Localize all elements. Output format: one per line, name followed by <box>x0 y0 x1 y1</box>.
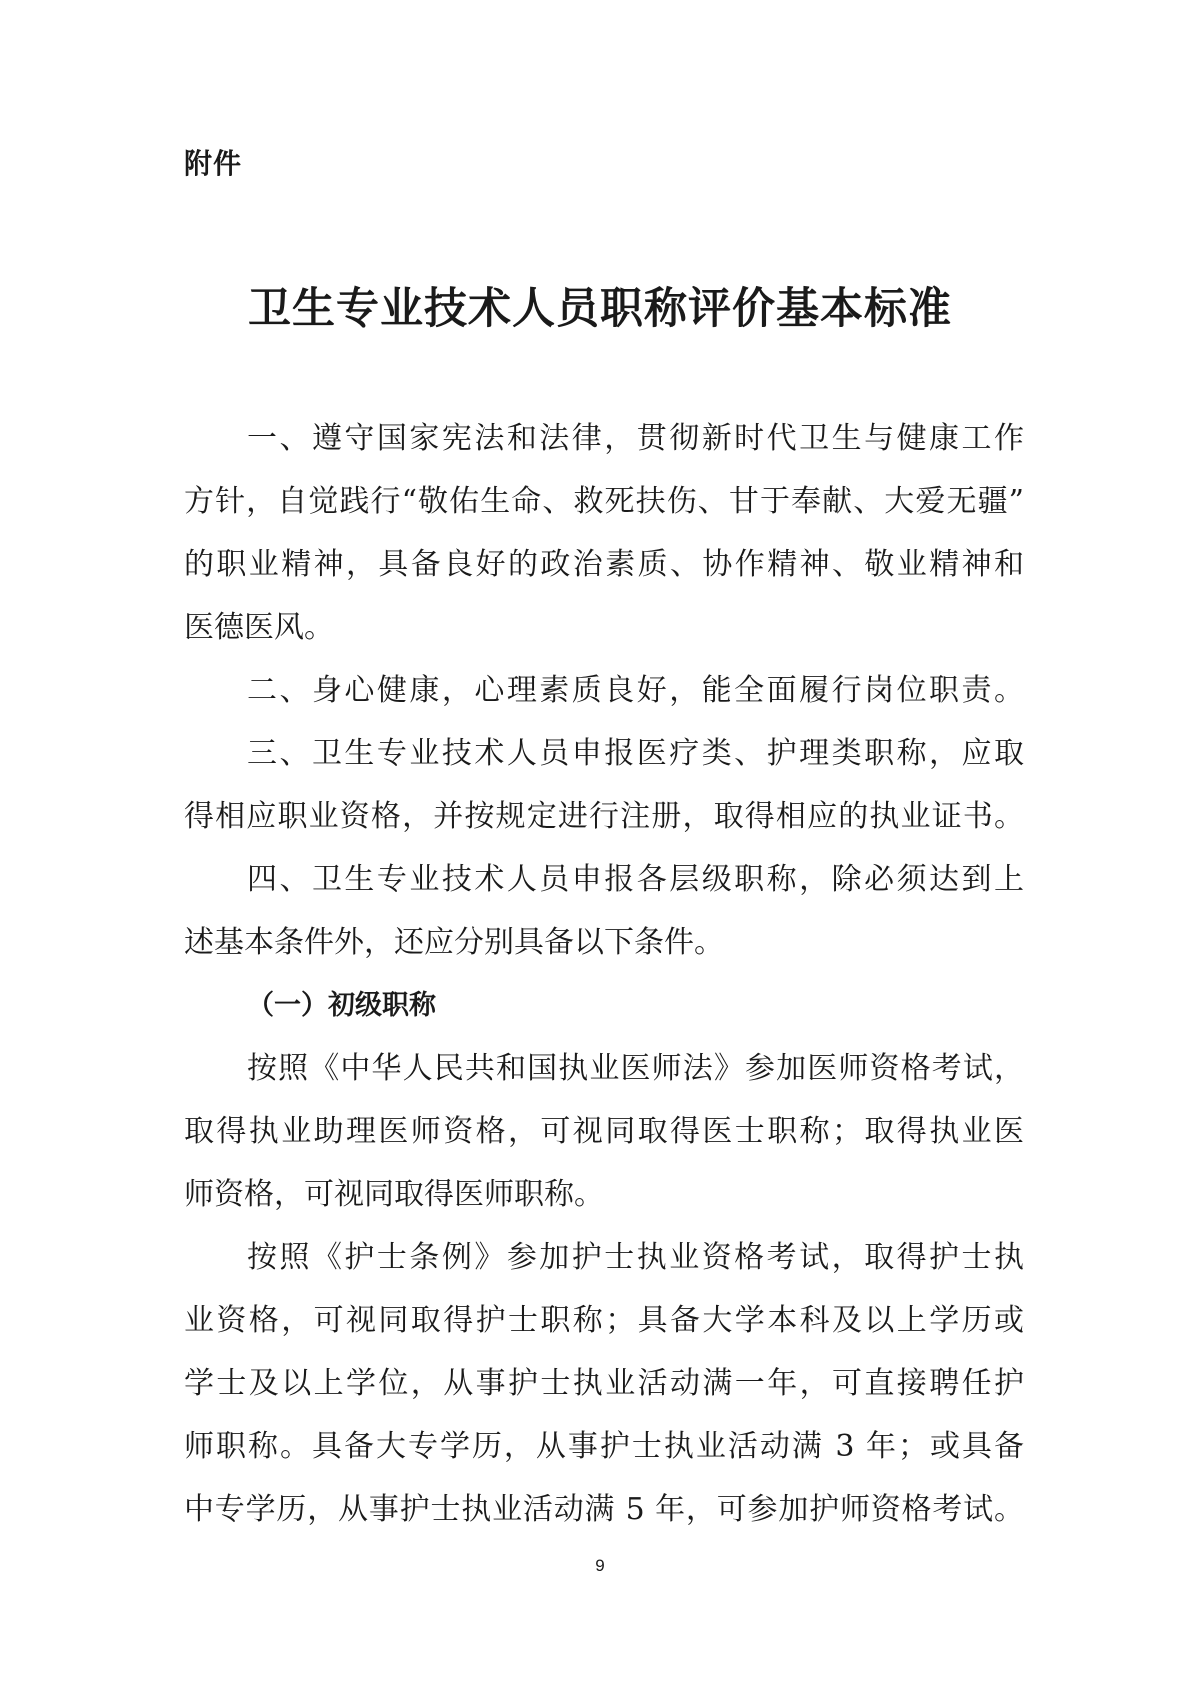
paragraph-line: 业资格，可视同取得护士职称；具备大学本科及以上学历或 <box>184 1303 1024 1338</box>
paragraph-line: 述基本条件外，还应分别具备以下条件。 <box>184 925 724 960</box>
paragraph-line: 得相应职业资格，并按规定进行注册，取得相应的执业证书。 <box>184 799 1024 834</box>
document-body <box>184 407 1024 1541</box>
paragraph-line: 中专学历，从事护士执业活动满 5 年，可参加护师资格考试。 <box>184 1492 1024 1527</box>
attachment-label: 附件 <box>184 147 243 180</box>
section-heading: （一）初级职称 <box>247 990 436 1021</box>
paragraph-line: 师职称。具备大专学历，从事护士执业活动满 3 年；或具备 <box>184 1429 1024 1464</box>
paragraph-line: 三、卫生专业技术人员申报医疗类、护理类职称，应取 <box>247 736 1024 771</box>
paragraph-line: 医德医风。 <box>184 610 334 645</box>
paragraph-line: 二、身心健康，心理素质良好，能全面履行岗位职责。 <box>247 673 1024 708</box>
paragraph-line: 取得执业助理医师资格，可视同取得医士职称；取得执业医 <box>184 1114 1024 1149</box>
paragraph-line: 四、卫生专业技术人员申报各层级职称，除必须达到上 <box>247 862 1024 897</box>
paragraph-line: 学士及以上学位，从事护士执业活动满一年，可直接聘任护 <box>184 1366 1024 1401</box>
paragraph-line: 按照《护士条例》参加护士执业资格考试，取得护士执 <box>247 1240 1024 1275</box>
paragraph-line: 师资格，可视同取得医师职称。 <box>184 1177 604 1212</box>
page-number: 9 <box>595 1556 605 1575</box>
document-title: 卫生专业技术人员职称评价基本标准 <box>248 284 952 334</box>
paragraph-line: 的职业精神，具备良好的政治素质、协作精神、敬业精神和 <box>184 547 1024 582</box>
paragraph-line: 一、遵守国家宪法和法律，贯彻新时代卫生与健康工作 <box>247 421 1024 456</box>
paragraph-line: 按照《中华人民共和国执业医师法》参加医师资格考试， <box>247 1051 1024 1086</box>
paragraph-line: 方针，自觉践行“敬佑生命、救死扶伤、甘于奉献、大爱无疆” <box>184 484 1024 519</box>
